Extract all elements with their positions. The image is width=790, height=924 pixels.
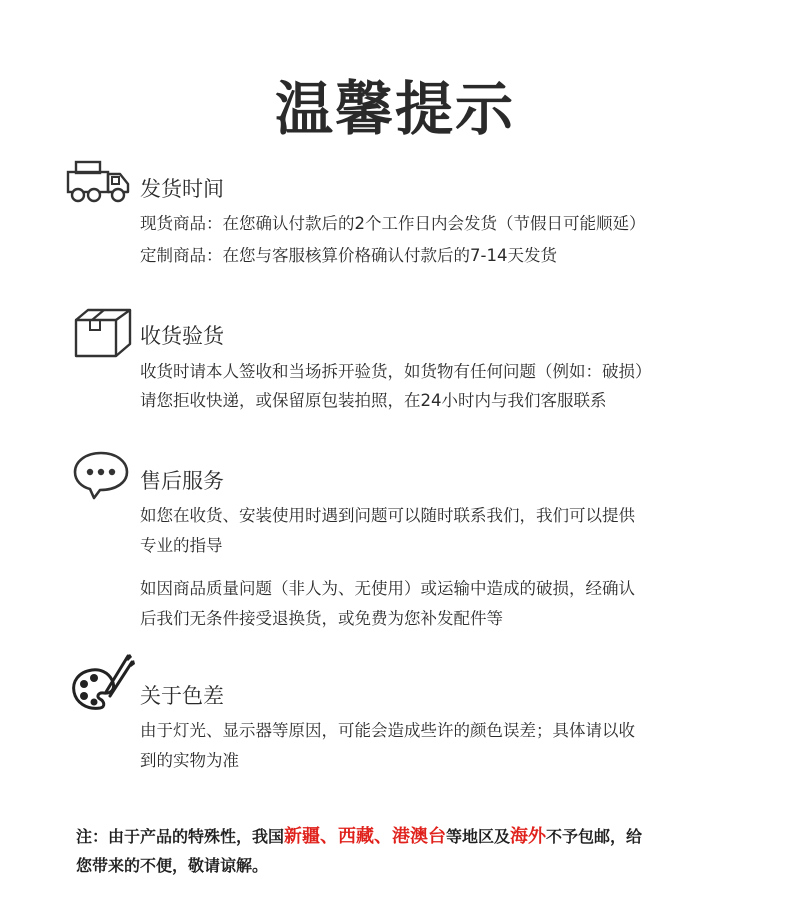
section-text: 后我们无条件接受退换货，或免费为您补发配件等 [140, 609, 503, 628]
note-text: 不予包邮，给 [546, 827, 643, 846]
note-text: 等地区及 [446, 827, 511, 846]
section-text: 现货商品：在您确认付款后的2个工作日内会发货（节假日可能顺延） [140, 214, 646, 233]
section-text: 如您在收货、安装使用时遇到问题可以随时联系我们，我们可以提供 [140, 506, 635, 525]
page-title: 温馨提示 [274, 75, 515, 143]
section-text: 由于灯光、显示器等原因，可能会造成些许的颜色误差；具体请以收 [140, 721, 635, 740]
shipping-note-line2: 您带来的不便，敬请谅解。 [76, 856, 269, 875]
section-text: 定制商品：在您与客服核算价格确认付款后的7-14天发货 [140, 246, 557, 265]
section-text: 收货时请本人签收和当场拆开验货，如货物有任何问题（例如：破损） [140, 362, 652, 381]
shipping-note [76, 822, 642, 848]
section-text: 专业的指导 [140, 536, 223, 555]
section-heading-color-difference: 关于色差 [140, 684, 224, 708]
section-text: 到的实物为准 [140, 751, 239, 770]
note-highlight-overseas: 海外 [510, 826, 547, 847]
note-highlight-regions: 新疆、西藏、港澳台 [284, 826, 447, 847]
section-heading-inspection: 收货验货 [140, 324, 224, 348]
section-heading-after-sales: 售后服务 [140, 469, 224, 493]
section-text: 请您拒收快递，或保留原包装拍照，在24小时内与我们客服联系 [140, 391, 607, 410]
palette-icon [70, 652, 136, 714]
box-icon [72, 308, 134, 358]
section-text: 如因商品质量问题（非人为、无使用）或运输中造成的破损，经确认 [140, 579, 635, 598]
note-text: 注：由于产品的特殊性，我国 [76, 827, 285, 846]
chat-bubble-icon [72, 450, 130, 500]
section-heading-shipping: 发货时间 [140, 177, 224, 201]
truck-icon [66, 160, 132, 204]
